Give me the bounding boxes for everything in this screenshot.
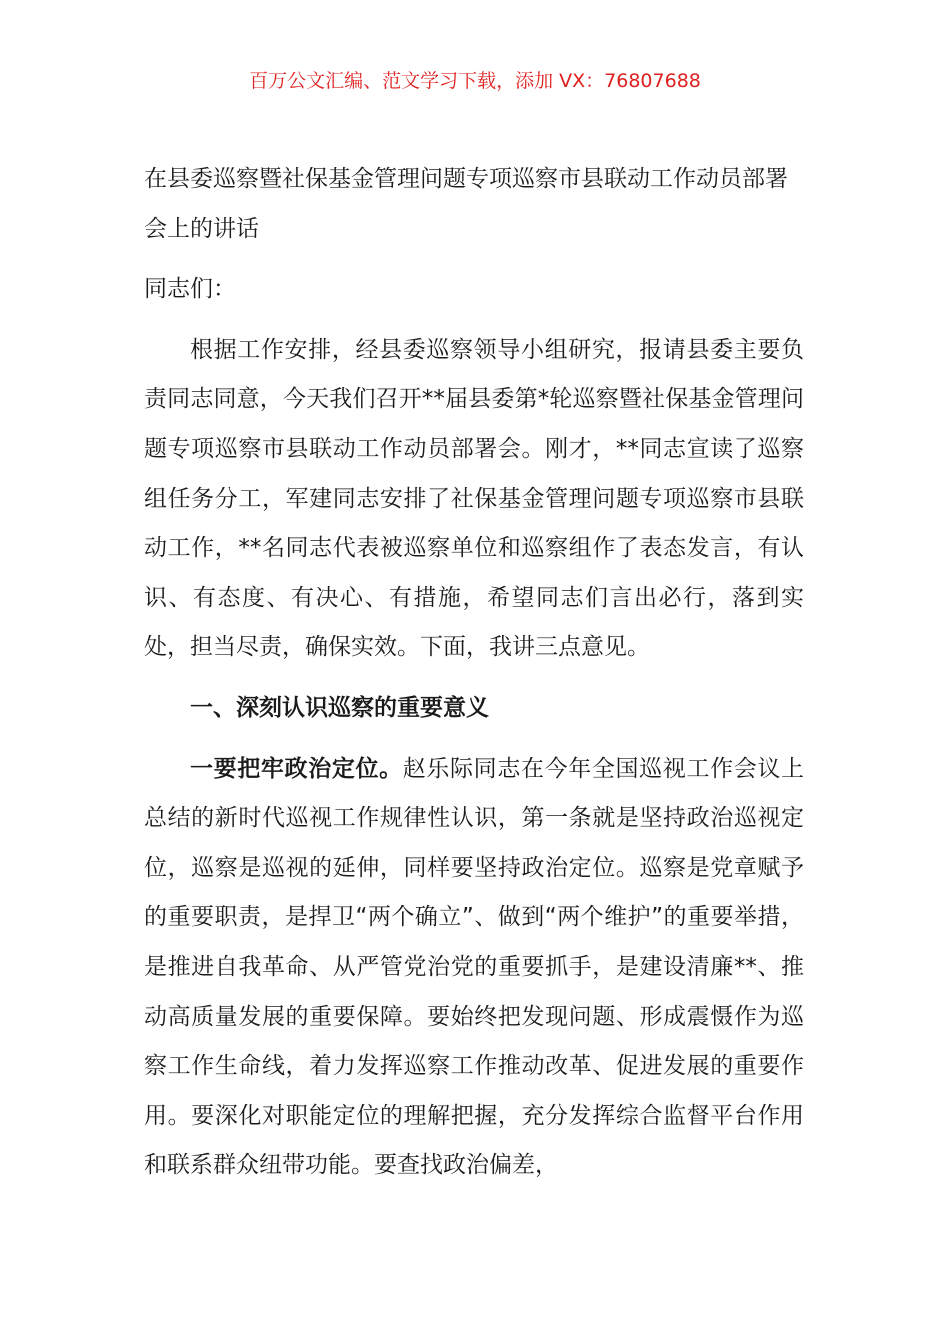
salutation: 同志们：: [144, 276, 236, 303]
point-1-paragraph: [144, 745, 804, 1191]
document-title: 在县委巡察暨社保基金管理问题专项巡察市县联动工作动员部署会上的讲话: [144, 166, 788, 242]
point-1-body: 赵乐际同志在今年全国巡视工作会议上总结的新时代巡视工作规律性认识，第一条就是坚持政治巡视定位，巡察是巡视的延伸，同样要坚持政治定位。巡察是党章赋予的重要职责，是捍卫“两个确立”、做到“两个维护”的重要举措，是推进自我革命、从严管党治党的重要抓手，是建设清廉**、推动高质量发展的重要保障。要始终把发现问题、形成震慑作为巡察工作生命线，着力发挥巡察工作推动改革、促进发展的重要作用。要深化对职能定位的理解把握，充分发挥综合监督平台作用和联系群众纽带功能。要查找政治偏差，: [144, 755, 805, 1179]
document-body: [144, 155, 804, 1191]
point-1-lead: 一要把牢政治定位。: [190, 755, 403, 782]
intro-paragraph: 根据工作安排，经县委巡察领导小组研究，报请县委主要负责同志同意，今天我们召开**届县委第*轮巡察暨社保基金管理问题专项巡察市县联动工作动员部署会。刚才，**同志宣读了巡察组任务分工，军建同志安排了社保基金管理问题专项巡察市县联动工作，**名同志代表被巡察单位和巡察组作了表态发言，有认识、有态度、有决心、有措施，希望同志们言出必行，落到实处，担当尽责，确保实效。下面，我讲三点意见。: [144, 336, 804, 661]
header-banner: 百万公文汇编、范文学习下载，添加 VX：76807688: [249, 70, 701, 92]
section-heading-1: 一、深刻认识巡察的重要意义: [190, 694, 489, 721]
